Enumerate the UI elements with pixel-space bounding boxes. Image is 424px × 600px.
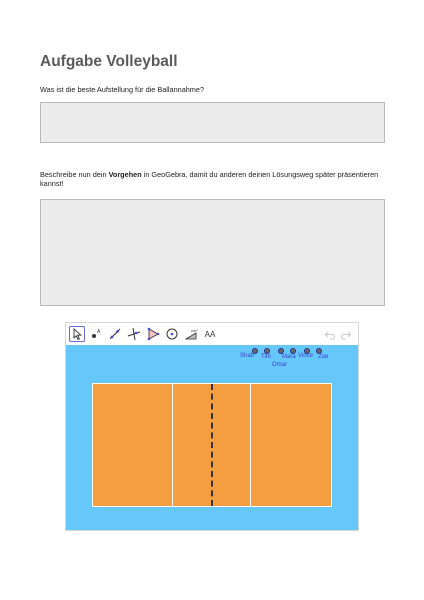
geogebra-applet <box>65 322 359 531</box>
answer-field-1[interactable] <box>40 102 385 143</box>
player-label: Tim <box>261 354 271 360</box>
perpendicular-line-icon[interactable] <box>126 326 142 342</box>
geogebra-graphics-view[interactable] <box>66 345 358 530</box>
angle-icon[interactable] <box>183 326 199 342</box>
player-label: Zoe <box>318 354 329 360</box>
question-1: Was ist die beste Aufstellung für die Ballannahme? <box>40 85 205 94</box>
attack-line-right <box>250 384 251 506</box>
point-icon[interactable] <box>88 326 104 342</box>
question-2-text-end: in GeoGebra, damit du anderen deinen Lösungsweg später präsentieren kannst! <box>40 170 379 188</box>
geogebra-toolbar <box>66 323 358 345</box>
attack-line-left <box>172 384 173 506</box>
move-arrow-icon[interactable] <box>69 326 85 342</box>
undo-icon[interactable] <box>324 328 336 340</box>
text-aa-label: AA <box>204 329 216 339</box>
polygon-icon[interactable] <box>145 326 161 342</box>
volleyball-court <box>92 383 332 507</box>
svg-text:cm²: cm² <box>191 328 198 333</box>
text-aa-icon[interactable] <box>202 326 218 342</box>
question-2-text-start: Beschreibe nun dein <box>40 170 109 179</box>
line-icon[interactable] <box>107 326 123 342</box>
player-label: Vince <box>298 353 313 359</box>
player-label: Omar <box>272 362 287 368</box>
redo-icon[interactable] <box>340 328 352 340</box>
net-line <box>211 384 213 506</box>
page-title: Aufgabe Volleyball <box>40 53 178 70</box>
question-2-bold: Vorgehen <box>108 170 142 179</box>
circle-icon[interactable] <box>164 326 180 342</box>
player-label: Mara <box>282 354 296 360</box>
player-label: Shafi <box>240 353 254 359</box>
svg-text:A: A <box>97 329 101 335</box>
question-2 <box>40 170 385 188</box>
answer-field-2[interactable] <box>40 199 385 306</box>
